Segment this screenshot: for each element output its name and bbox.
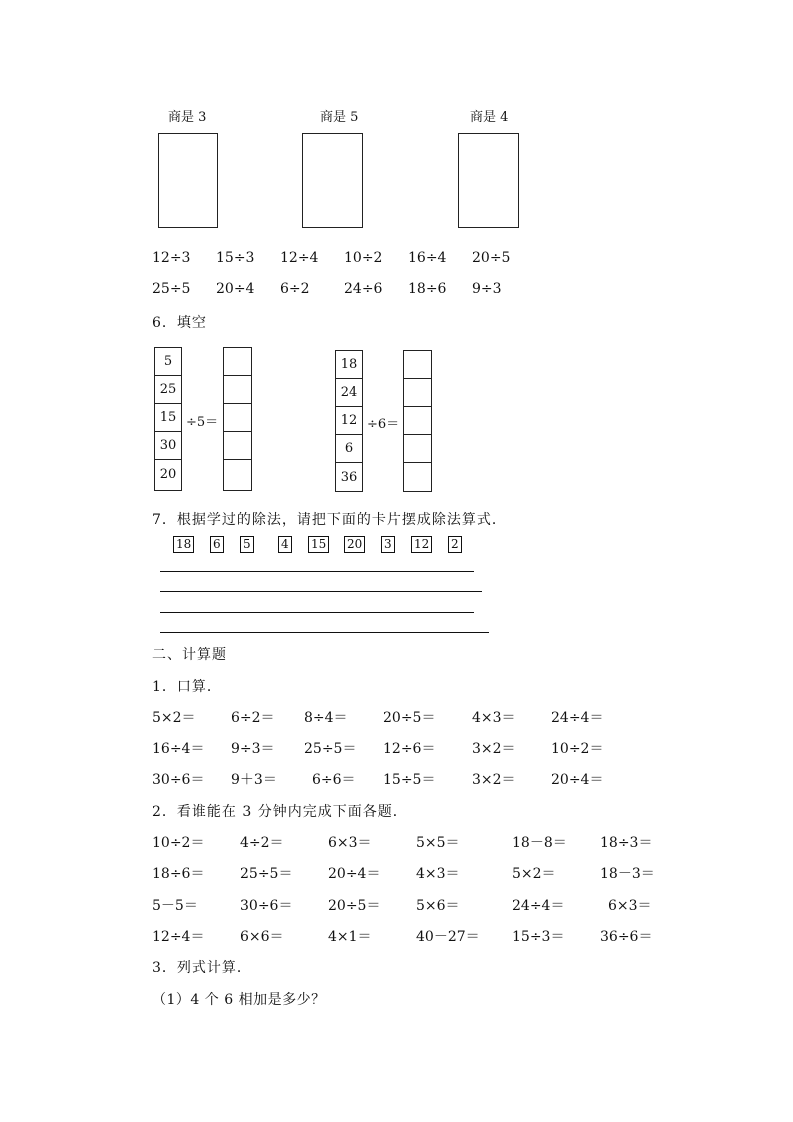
number-cell: 36 (340, 469, 358, 485)
q6-title: 6．填空 (152, 315, 207, 331)
number-card[interactable]: 3 (381, 536, 395, 553)
calc-item: 15÷3＝ (512, 929, 565, 945)
q3-title: 3．列式计算． (152, 960, 252, 976)
number-cell: 15 (155, 404, 181, 432)
number-card[interactable]: 15 (308, 536, 329, 553)
expression: 9÷3 (472, 281, 502, 297)
number-cell: 30 (155, 432, 181, 460)
calc-item: 18－8＝ (512, 835, 567, 851)
answer-cell[interactable] (404, 435, 431, 463)
calc-item: 10÷2＝ (152, 835, 205, 851)
number-card[interactable]: 5 (240, 536, 254, 553)
calc-item: 25÷5＝ (240, 866, 293, 882)
calc-item: 36÷6＝ (600, 929, 653, 945)
calc-item: 30÷6＝ (152, 772, 205, 788)
expression: 20÷4 (216, 281, 255, 297)
calc-item: 20÷5＝ (328, 898, 381, 914)
answer-cell[interactable] (404, 379, 431, 407)
calc-item: 16÷4＝ (152, 741, 205, 757)
calc-item: 5－5＝ (152, 898, 198, 914)
calc-item: 9÷3＝ (231, 741, 275, 757)
calc-item: 20÷4＝ (328, 866, 381, 882)
number-card[interactable]: 20 (344, 536, 365, 553)
calc-item: 5×2＝ (152, 710, 196, 726)
answer-line[interactable] (160, 612, 474, 613)
calc-item: 20÷4＝ (551, 772, 604, 788)
quotient-label-5: 商是 5 (320, 110, 359, 125)
q7-title: 7．根据学过的除法，请把下面的卡片摆成除法算式． (152, 512, 507, 528)
calc-item: 24÷4＝ (551, 710, 604, 726)
calc-item: 40－27＝ (416, 929, 480, 945)
quotient-label-3: 商是 3 (168, 110, 207, 125)
answer-cell[interactable] (404, 407, 431, 435)
quotient-label-4: 商是 4 (470, 110, 509, 125)
calc-item: 4×3＝ (416, 866, 460, 882)
q3-item-1: （1）4 个 6 相加是多少？ (152, 992, 326, 1008)
number-card[interactable]: 6 (210, 536, 224, 553)
calc-item: 6×3＝ (608, 898, 652, 914)
calc-item: 6×3＝ (328, 835, 372, 851)
calc-item: 20÷5＝ (383, 710, 436, 726)
answer-box-quotient-3[interactable] (158, 133, 218, 228)
calc-item: 5×2＝ (512, 866, 556, 882)
number-cell: 12 (336, 407, 362, 435)
calc-item: 6÷2＝ (231, 710, 275, 726)
calc-item: 30÷6＝ (240, 898, 293, 914)
calc-item: 4÷2＝ (240, 835, 284, 851)
expression: 20÷5 (472, 250, 511, 266)
left-answer-column (223, 347, 252, 491)
calc-item: 15÷5＝ (383, 772, 436, 788)
answer-line[interactable] (160, 632, 489, 633)
calc-item: 3×2＝ (472, 741, 516, 757)
answer-cell[interactable] (404, 463, 431, 491)
number-cell: 25 (155, 376, 181, 404)
number-cell: 6 (336, 435, 362, 463)
expression: 6÷2 (280, 281, 310, 297)
number-cell: 5 (155, 348, 181, 376)
answer-cell[interactable] (224, 404, 251, 432)
answer-cell[interactable] (224, 348, 251, 376)
number-cell: 18 (336, 351, 362, 379)
calc-item: 12÷6＝ (383, 741, 436, 757)
right-operator: ÷6＝ (367, 417, 400, 432)
answer-cell[interactable] (404, 351, 431, 379)
left-number-column (154, 347, 182, 491)
calc-item: 5×6＝ (416, 898, 460, 914)
answer-box-quotient-4[interactable] (458, 133, 519, 228)
calc-item: 25÷5＝ (304, 741, 357, 757)
calc-item: 18－3＝ (600, 866, 655, 882)
calc-item: 4×3＝ (472, 710, 516, 726)
answer-line[interactable] (160, 571, 474, 572)
section-2-title: 二、计算题 (152, 647, 227, 663)
calc-item: 3×2＝ (472, 772, 516, 788)
expression: 12÷4 (280, 250, 319, 266)
expression: 10÷2 (344, 250, 383, 266)
expression: 16÷4 (408, 250, 447, 266)
number-card[interactable]: 2 (448, 536, 462, 553)
right-answer-column (403, 350, 432, 492)
answer-cell[interactable] (224, 432, 251, 460)
calc-item: 5×5＝ (416, 835, 460, 851)
calc-item: 18÷3＝ (600, 835, 653, 851)
answer-cell[interactable] (224, 460, 251, 488)
number-card[interactable]: 12 (411, 536, 432, 553)
calc-item: 24÷4＝ (512, 898, 565, 914)
calc-item: 9＋3＝ (231, 772, 277, 788)
calc-item: 10÷2＝ (551, 741, 604, 757)
calc-item: 12÷4＝ (152, 929, 205, 945)
number-cell: 20 (159, 466, 177, 482)
q2-title: 2．看谁能在 3 分钟内完成下面各题． (152, 804, 408, 820)
expression: 25÷5 (152, 281, 191, 297)
calc-item: 8÷4＝ (304, 710, 348, 726)
answer-cell[interactable] (224, 376, 251, 404)
q1-title: 1．口算． (152, 679, 222, 695)
calc-item: 18÷6＝ (152, 866, 205, 882)
expression: 12÷3 (152, 250, 191, 266)
calc-item: 6÷6＝ (312, 772, 356, 788)
expression: 15÷3 (216, 250, 255, 266)
left-operator: ÷5＝ (186, 415, 219, 430)
number-card[interactable]: 4 (278, 536, 292, 553)
expression: 18÷6 (408, 281, 447, 297)
number-card[interactable]: 18 (173, 536, 194, 553)
right-number-column (335, 350, 363, 492)
answer-box-quotient-5[interactable] (302, 133, 363, 228)
calc-item: 4×1＝ (328, 929, 372, 945)
answer-line[interactable] (160, 591, 482, 592)
number-cell: 24 (336, 379, 362, 407)
expression: 24÷6 (344, 281, 383, 297)
calc-item: 6×6＝ (240, 929, 284, 945)
